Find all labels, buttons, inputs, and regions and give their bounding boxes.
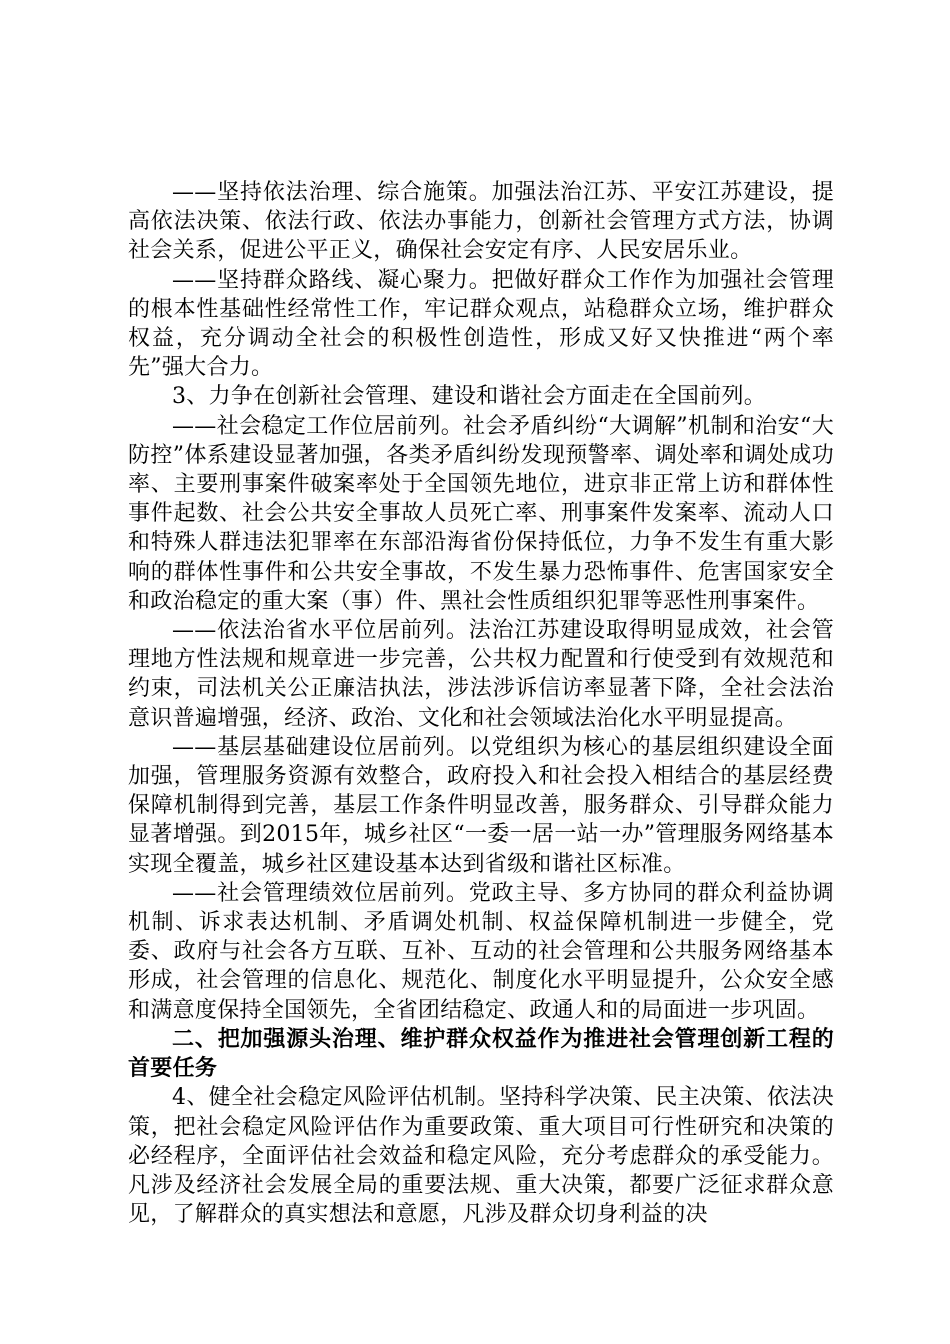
paragraph-rule-of-law: ——依法治省水平位居前列。法治江苏建设取得明显成效，社会管理地方性法规和规章进一步完善，公共权力配置和行使受到有效规范和约束，司法机关公正廉洁执法，涉法涉诉信访率显著下降，全社会法治意识普遍增强，经济、政治、文化和社会领域法治化水平明显提高。 — [128, 618, 834, 731]
paragraph-performance: ——社会管理绩效位居前列。党政主导、多方协同的群众利益协调机制、诉求表达机制、矛盾调处机制、权益保障机制进一步健全，党委、政府与社会各方互联、互补、互动的社会管理和公共服务网络基本形成，社会管理的信息化、规范化、制度化水平明显提升，公众安全感和满意度保持全国领先，全省团结稳定、政通人和的局面进一步巩固。 — [128, 880, 834, 1023]
paragraph-item-4: 4、健全社会稳定风险评估机制。坚持科学决策、民主决策、依法决策，把社会稳定风险评估作为重要政策、重大项目可行性研究和决策的必经程序，全面评估社会效益和稳定风险，充分考虑群众的承受能力。凡涉及经济社会发展全局的重要法规、重大决策，都要广泛征求群众意见，了解群众的真实想法和意愿，凡涉及群众切身利益的决 — [128, 1085, 834, 1228]
paragraph-grassroots: ——基层基础建设位居前列。以党组织为核心的基层组织建设全面加强，管理服务资源有效整合，政府投入和社会投入相结合的基层经费保障机制得到完善，基层工作条件明显改善，服务群众、引导群众能力显著增强。到2015年，城乡社区“一委一居一站一办”管理服务网络基本实现全覆盖，城乡社区建设基本达到省级和谐社区标准。 — [128, 734, 834, 877]
paragraph-mass-line: ——坚持群众路线、凝心聚力。把做好群众工作作为加强社会管理的根本性基础性经常性工作，牢记群众观点，站稳群众立场，维护群众权益，充分调动全社会的积极性创造性，形成又好又快推进“两个率先”强大合力。 — [128, 267, 834, 381]
document-body — [128, 178, 834, 1229]
section-heading-2: 二、把加强源头治理、维护群众权益作为推进社会管理创新工程的首要任务 — [128, 1026, 834, 1082]
paragraph-social-stability: ——社会稳定工作位居前列。社会矛盾纠纷“大调解”机制和治安“大防控”体系建设显著加强，各类矛盾纠纷发现预警率、调处率和调处成功率、主要刑事案件破案率处于全国领先地位，进京非正常上访和群体性事件起数、社会公共安全事故人员死亡率、刑事案件发案率、流动人口和特殊人群违法犯罪率在东部沿海省份保持低位，力争不发生有重大影响的群体性事件和公共安全事故，不发生暴力恐怖事件、危害国家安全和政治稳定的重大案（事）件、黑社会性质组织犯罪等恶性刑事案件。 — [128, 413, 834, 614]
paragraph-law-governance: ——坚持依法治理、综合施策。加强法治江苏、平安江苏建设，提高依法决策、依法行政、依法办事能力，创新社会管理方式方法，协调社会关系，促进公平正义，确保社会安定有序、人民安居乐业。 — [128, 180, 834, 264]
paragraph-item-3: 3、力争在创新社会管理、建设和谐社会方面走在全国前列。 — [172, 384, 767, 410]
